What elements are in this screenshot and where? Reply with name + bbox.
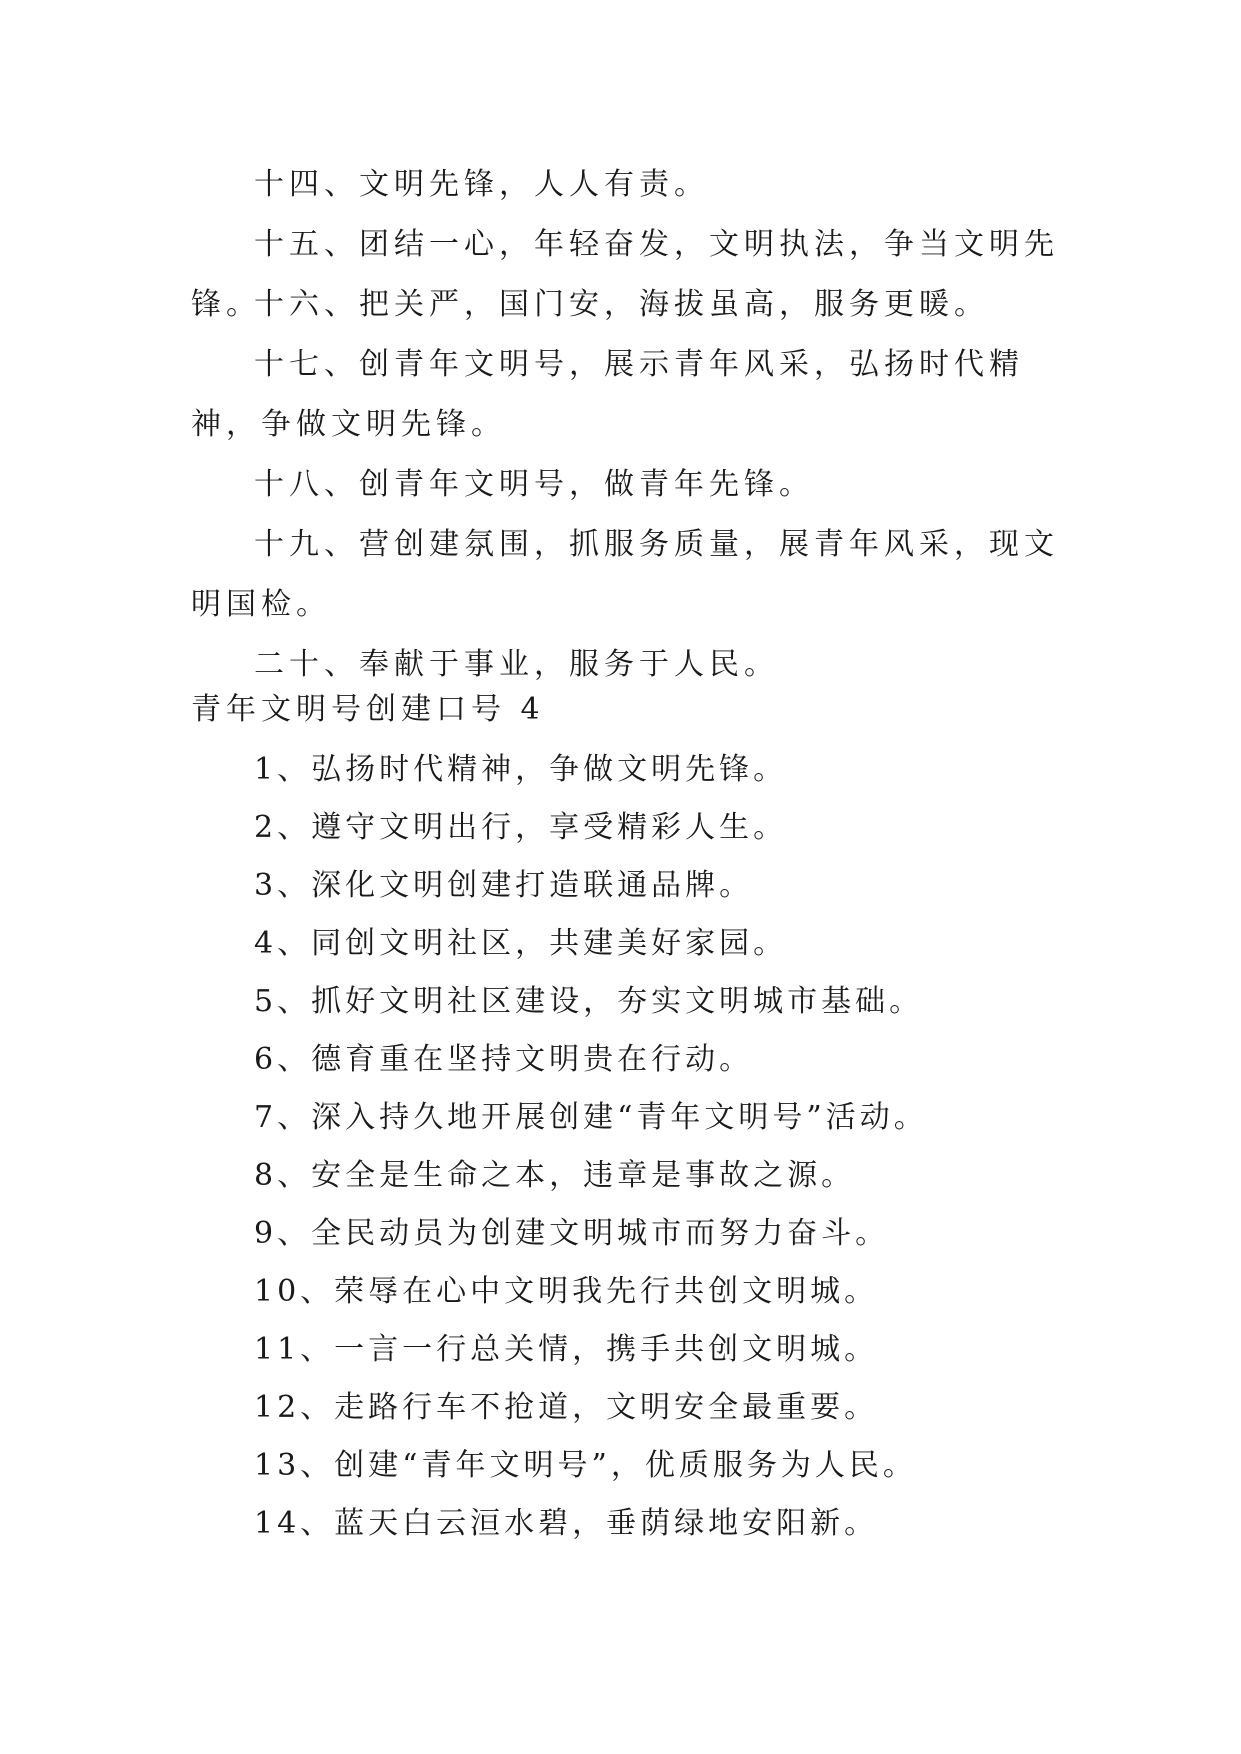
- paragraph-16: 十六、把关严，国门安，海拔虽高，服务更暖。: [254, 287, 989, 322]
- list-item: 9、全民动员为创建文明城市而努力奋斗。: [254, 1216, 890, 1251]
- list-item: 2、遵守文明出行，享受精彩人生。: [254, 810, 788, 845]
- list-item: 13、创建“青年文明号”，优质服务为人民。: [254, 1448, 917, 1483]
- list-item: 8、安全是生命之本，违章是事故之源。: [254, 1158, 856, 1193]
- paragraph-17: 十七、创青年文明号，展示青年风采，弘扬时代精神，争做文明先锋。: [191, 347, 1024, 442]
- list-item: 14、蓝天白云洹水碧，垂荫绿地安阳新。: [254, 1506, 879, 1541]
- section-heading: 青年文明号创建口号 4: [191, 692, 545, 727]
- list-item: 1、弘扬时代精神，争做文明先锋。: [254, 752, 788, 787]
- list-item: 6、德育重在坚持文明贵在行动。: [254, 1042, 754, 1077]
- list-item: 5、抓好文明社区建设，夯实文明城市基础。: [254, 984, 924, 1019]
- list-item: 4、同创文明社区，共建美好家园。: [254, 926, 788, 961]
- list-item: 10、荣辱在心中文明我先行共创文明城。: [254, 1274, 879, 1309]
- paragraph-15: 十五、团结一心，年轻奋发，文明执法，争当文明先锋。: [191, 227, 1059, 322]
- list-item: 7、深入持久地开展创建“青年文明号”活动。: [254, 1100, 928, 1135]
- list-item: 12、走路行车不抢道，文明安全最重要。: [254, 1390, 879, 1425]
- paragraph-20: 二十、奉献于事业，服务于人民。: [254, 647, 779, 682]
- paragraph-18: 十八、创青年文明号，做青年先锋。: [254, 467, 814, 502]
- list-item: 3、深化文明创建打造联通品牌。: [254, 868, 754, 903]
- paragraph-19: 十九、营创建氛围，抓服务质量，展青年风采，现文明国检。: [191, 527, 1059, 622]
- paragraph-14: 十四、文明先锋，人人有责。: [254, 167, 709, 202]
- list-item: 11、一言一行总关情，携手共创文明城。: [254, 1332, 879, 1367]
